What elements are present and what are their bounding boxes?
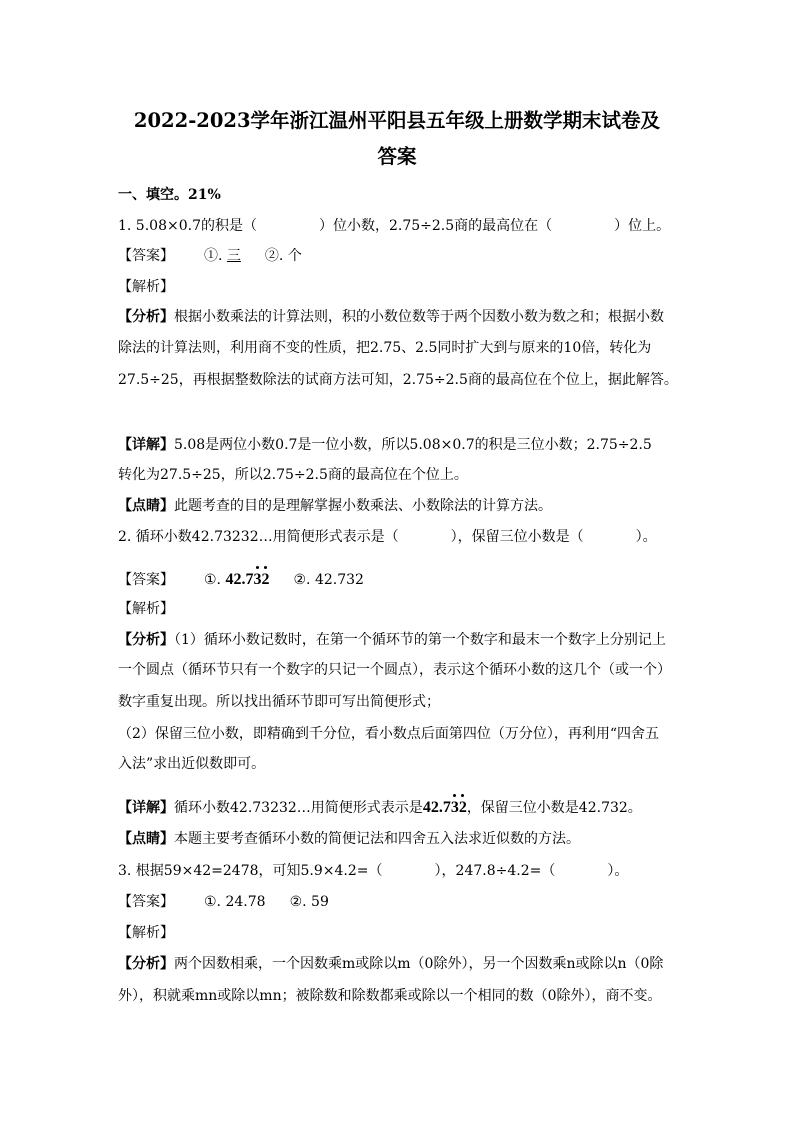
dianjing-text: 此题考查的目的是理解掌握小数乘法、小数除法的计算方法。 bbox=[174, 498, 552, 514]
q1-fenxi-line: 27.5÷25，再根据整数除法的试商方法可知，2.75÷2.5商的最高位在个位上，据此解答。 bbox=[118, 372, 678, 388]
xiangjie-text: 循环小数42.73232…用简便形式表示是 bbox=[174, 800, 423, 816]
q3-stem-a: 3. 根据59×42=2478，可知5.9×4.2=（ bbox=[118, 863, 383, 879]
q1-stem-a: 1. 5.08×0.7的积是（ bbox=[118, 218, 257, 234]
fenxi-text: 根据小数乘法的计算法则，积的小数位数等于两个因数小数为数之和；根据小数 bbox=[174, 309, 664, 325]
q3-answer bbox=[118, 893, 329, 911]
choice-2-marker: ②. bbox=[289, 894, 307, 910]
fenxi-label: 【分析】 bbox=[118, 956, 174, 972]
q1-stem-b: ）位小数，2.75÷2.5商的最高位在（ bbox=[318, 218, 553, 234]
choice-2-marker: ②. bbox=[293, 572, 311, 588]
rd-int: 42.7 bbox=[422, 799, 451, 816]
choice-1-marker: ①. bbox=[204, 894, 222, 910]
answer-label: 【答案】 bbox=[118, 894, 174, 910]
answer-label: 【答案】 bbox=[118, 572, 174, 588]
q1-xiangjie-line: 转化为27.5÷25，所以2.75÷2.5商的最高位在个位上。 bbox=[118, 467, 468, 483]
q1-stem-c: ）位上。 bbox=[614, 218, 671, 234]
q2-stem-a: 2. 循环小数42.73232…用简便形式表示是（ bbox=[118, 529, 399, 545]
q2-answer-2: 42.732 bbox=[314, 572, 364, 588]
dianjing-text: 本题主要考查循环小数的简便记法和四舍五入法求近似数的方法。 bbox=[174, 831, 580, 847]
q2-fenxi-line bbox=[118, 631, 666, 649]
question-3 bbox=[118, 862, 628, 880]
q2-dianjing-line bbox=[118, 830, 580, 848]
q2-xiangjie-line bbox=[118, 799, 642, 817]
rd-dotted-digit: 3 bbox=[253, 571, 262, 588]
rd-int: 42.7 bbox=[225, 571, 254, 588]
q2-answer bbox=[118, 571, 364, 589]
q1-answer bbox=[118, 247, 302, 265]
q1-xiangjie-line bbox=[118, 436, 652, 454]
jiexi-label: 【解析】 bbox=[118, 925, 174, 941]
dianjing-label: 【点睛】 bbox=[118, 831, 174, 847]
section-heading: 一、填空。21% bbox=[118, 187, 221, 203]
question-2 bbox=[118, 528, 657, 546]
q2-fenxi-line: 数字重复出现。所以找出循环节即可写出简便形式； bbox=[118, 694, 440, 710]
question-1 bbox=[118, 217, 670, 235]
q1-answer-2: 个 bbox=[287, 248, 302, 264]
xiangjie-label: 【详解】 bbox=[118, 800, 174, 816]
xiangjie-text: 5.08是两位小数0.7是一位小数，所以5.08×0.7的积是三位小数；2.75÷2.5 bbox=[174, 437, 652, 453]
q2-stem-c: ）。 bbox=[635, 529, 657, 545]
q1-answer-1: 三 bbox=[226, 248, 241, 264]
q3-stem-b: ），247.8÷4.2=（ bbox=[434, 863, 556, 879]
fenxi-text: （1）循环小数记数时，在第一个循环节的第一个数字和最末一个数字上分别记上 bbox=[174, 632, 666, 648]
rd-dotted-digit: 2 bbox=[261, 571, 270, 588]
xiangjie-text: ，保留三位小数是42.732。 bbox=[466, 800, 642, 816]
document-title-line1: 2022-2023学年浙江温州平阳县五年级上册数学期末试卷及 bbox=[133, 109, 661, 132]
q1-fenxi-line: 除法的计算法则，利用商不变的性质，把2.75、2.5同时扩大到与原来的10倍，转化为 bbox=[118, 340, 652, 356]
q3-stem-c: ）。 bbox=[607, 863, 629, 879]
choice-1-marker: ①. bbox=[204, 572, 222, 588]
q3-answer-1: 24.78 bbox=[225, 894, 266, 910]
repeating-decimal bbox=[225, 571, 269, 589]
q3-fenxi-line: 外），积就乘mn或除以mn；被除数和除数都乘或除以一个相同的数（0除外），商不变。 bbox=[118, 988, 662, 1004]
rd-dotted-digit: 3 bbox=[450, 799, 459, 816]
q3-fenxi-line bbox=[118, 955, 663, 973]
jiexi-label: 【解析】 bbox=[118, 279, 174, 295]
fenxi-text: 两个因数相乘，一个因数乘m或除以m（0除外），另一个因数乘n或除以n（0除 bbox=[174, 956, 664, 972]
dianjing-label: 【点睛】 bbox=[118, 498, 174, 514]
fenxi-label: 【分析】 bbox=[118, 309, 174, 325]
choice-1-marker: ①. bbox=[204, 248, 223, 264]
answer-label: 【答案】 bbox=[118, 248, 174, 264]
rd-dotted-digit: 2 bbox=[458, 799, 467, 816]
q2-fenxi-line: 一个圆点（循环节只有一个数字的只记一个圆点），表示这个循环小数的这几个（或一个） bbox=[118, 662, 671, 678]
q2-fenxi-line: （2）保留三位小数，即精确到千分位，看小数点后面第四位（万分位），再利用“四舍五 bbox=[118, 726, 660, 742]
q1-fenxi-line bbox=[118, 308, 664, 326]
q1-dianjing-line bbox=[118, 497, 552, 515]
q2-stem-b: ），保留三位小数是（ bbox=[450, 529, 584, 545]
fenxi-label: 【分析】 bbox=[118, 632, 174, 648]
jiexi-label: 【解析】 bbox=[118, 601, 174, 617]
q2-fenxi-line: 入法”求出近似数即可。 bbox=[118, 756, 266, 772]
q3-answer-2: 59 bbox=[311, 894, 329, 910]
choice-2-marker: ②. bbox=[264, 248, 284, 264]
repeating-decimal bbox=[423, 799, 467, 817]
xiangjie-label: 【详解】 bbox=[118, 437, 174, 453]
document-title-line2: 答案 bbox=[377, 145, 417, 168]
